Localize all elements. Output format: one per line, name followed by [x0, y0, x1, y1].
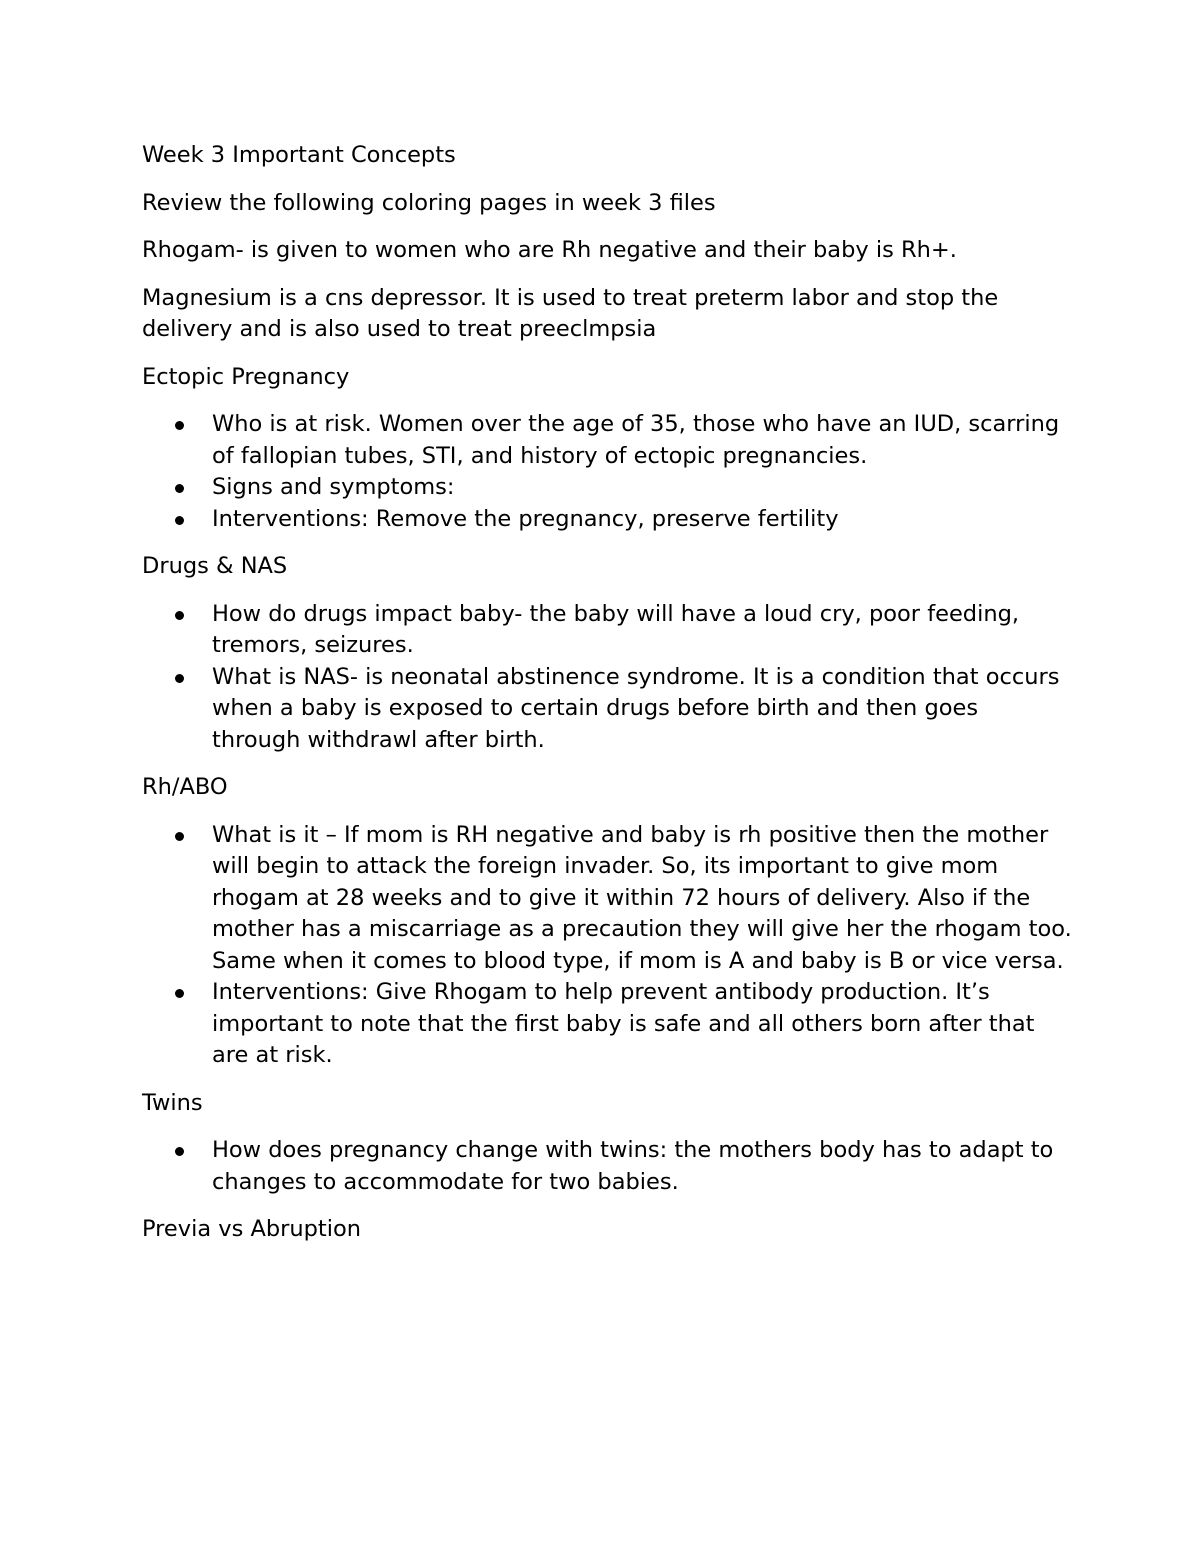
- list-item-text: Who is at risk. Women over the age of 35, those who have an IUD, scarring of fallopian tubes, STI, and history of ectopic pregnancies.: [212, 411, 1060, 469]
- bullet-icon: [175, 516, 184, 525]
- drugs-list: [142, 599, 1072, 757]
- list-item-text: What is it – If mom is RH negative and baby is rh positive then the mother will begin to attack the foreign invader. So, its important to give mom rhogam at 28 weeks and to give it within 72 hours of delivery. Also if the mother has a miscarriage as a precaution they will give her the rhogam too.: [212, 821, 1072, 942]
- list-item: [142, 977, 1072, 1072]
- document-body: [142, 140, 1072, 1262]
- list-item-text: How do drugs impact baby- the baby will have a loud cry, poor feeding, tremors, seizures.: [212, 600, 1020, 658]
- twins-list: [142, 1135, 1072, 1198]
- section-heading-previa: Previa vs Abruption: [142, 1216, 362, 1242]
- list-item: [142, 820, 1072, 978]
- magnesium-note: Magnesium is a cns depressor. It is used to treat preterm labor and stop the delivery and is also used to treat preeclmpsia: [142, 284, 999, 342]
- list-item: [142, 504, 1072, 536]
- list-item: [142, 409, 1072, 472]
- rh-abo-list: [142, 820, 1072, 1072]
- list-item-text: What is NAS- is neonatal abstinence syndrome. It is a condition that occurs when a baby is exposed to certain drugs before birth and then goes through withdrawl after birth.: [212, 663, 1060, 753]
- bullet-icon: [175, 989, 184, 998]
- review-note: Review the following coloring pages in week 3 files: [142, 189, 716, 216]
- page-title: Week 3 Important Concepts: [142, 142, 456, 168]
- list-item: [142, 472, 1072, 504]
- bullet-icon: [175, 1147, 184, 1156]
- ectopic-list: [142, 409, 1072, 535]
- bullet-icon: [175, 484, 184, 493]
- bullet-icon: [175, 421, 184, 430]
- bullet-icon: [175, 674, 184, 683]
- list-item: [142, 1135, 1072, 1198]
- section-heading-ectopic: Ectopic Pregnancy: [142, 363, 350, 390]
- list-item-text: Interventions: Remove the pregnancy, preserve fertility: [212, 505, 839, 532]
- list-item-text: How does pregnancy change with twins: the mothers body has to adapt to changes to accommodate for two babies.: [212, 1137, 1054, 1195]
- bullet-icon: [175, 832, 184, 841]
- section-heading-drugs: Drugs & NAS: [142, 553, 288, 579]
- list-item: [142, 662, 1072, 757]
- bullet-icon: [175, 611, 184, 620]
- section-heading-rh-abo: Rh/ABO: [142, 774, 228, 800]
- list-item-text: Signs and symptoms:: [212, 474, 455, 500]
- rhogam-note: Rhogam- is given to women who are Rh negative and their baby is Rh+.: [142, 237, 957, 263]
- section-heading-twins: Twins: [142, 1089, 203, 1116]
- list-item-text: Same when it comes to blood type, if mom is A and baby is B or vice versa.: [212, 947, 1064, 974]
- list-item: [142, 599, 1072, 662]
- list-item-text: Interventions: Give Rhogam to help prevent antibody production. It’s important to note that the first baby is safe and all others born after that are at risk.: [212, 979, 1035, 1068]
